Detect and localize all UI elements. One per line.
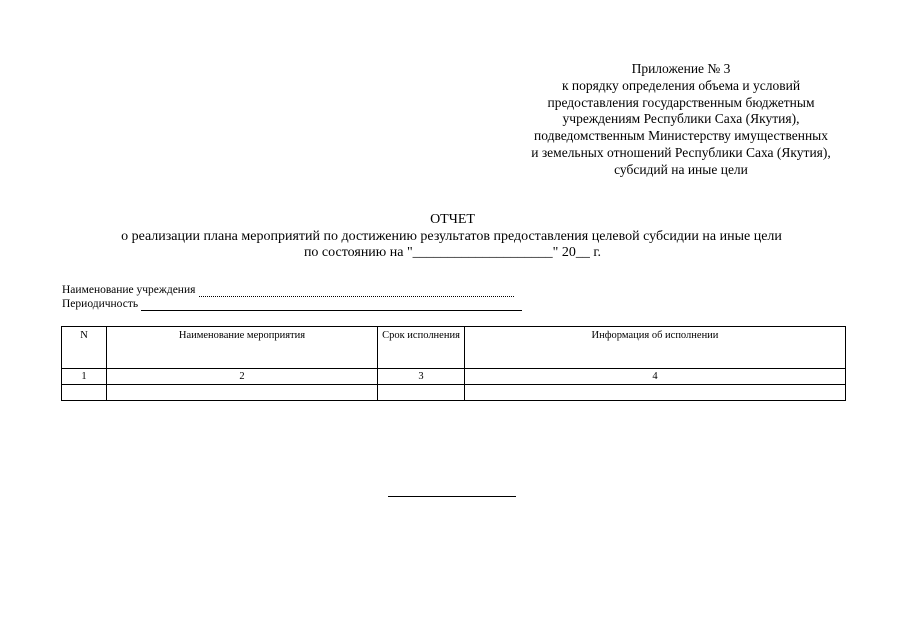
report-fields <box>62 283 522 311</box>
signature-line <box>388 496 516 497</box>
table-cell[interactable] <box>465 385 846 401</box>
periodicity-field-row <box>62 297 522 311</box>
report-subtitle: о реализации плана мероприятий по достижению результатов предоставления целевой субсидии на иные цели <box>121 228 782 244</box>
annex-line-3: предоставления государственным бюджетным <box>547 94 815 110</box>
annex-line-7: субсидий на иные цели <box>614 161 748 177</box>
header-execution-info: Информация об исполнении <box>465 327 846 369</box>
header-event-name: Наименование мероприятия <box>107 327 378 369</box>
periodicity-fill-line[interactable] <box>141 301 522 311</box>
table-row <box>62 385 846 401</box>
column-number-2: 2 <box>107 369 378 385</box>
table-cell[interactable] <box>62 385 107 401</box>
annex-line-6: и земельных отношений Республики Саха (Якутия), <box>531 144 831 160</box>
annex-line-2: к порядку определения объема и условий <box>561 77 801 93</box>
report-date-line: по состоянию на "____________________" 20__ г. <box>303 245 602 260</box>
institution-field-row <box>62 283 522 297</box>
report-title-block <box>0 212 905 262</box>
report-title: ОТЧЕТ <box>430 212 475 227</box>
annex-block <box>500 61 862 179</box>
periodicity-label: Периодичность <box>62 298 139 310</box>
institution-label: Наименование учреждения <box>62 284 196 296</box>
table-cell[interactable] <box>107 385 378 401</box>
table-cell[interactable] <box>378 385 465 401</box>
plan-table <box>61 326 846 401</box>
annex-line-4: учреждениям Республики Саха (Якутия), <box>562 111 800 127</box>
table-header-row <box>62 327 846 369</box>
table-column-numbers-row <box>62 369 846 385</box>
institution-fill-line[interactable] <box>199 287 514 297</box>
annex-line-1: Приложение № 3 <box>631 61 731 76</box>
column-number-1: 1 <box>62 369 107 385</box>
column-number-4: 4 <box>465 369 846 385</box>
annex-line-5: подведомственным Министерству имущественных <box>533 128 828 144</box>
header-number: N <box>62 327 107 369</box>
header-deadline: Срок исполнения <box>378 327 465 369</box>
column-number-3: 3 <box>378 369 465 385</box>
